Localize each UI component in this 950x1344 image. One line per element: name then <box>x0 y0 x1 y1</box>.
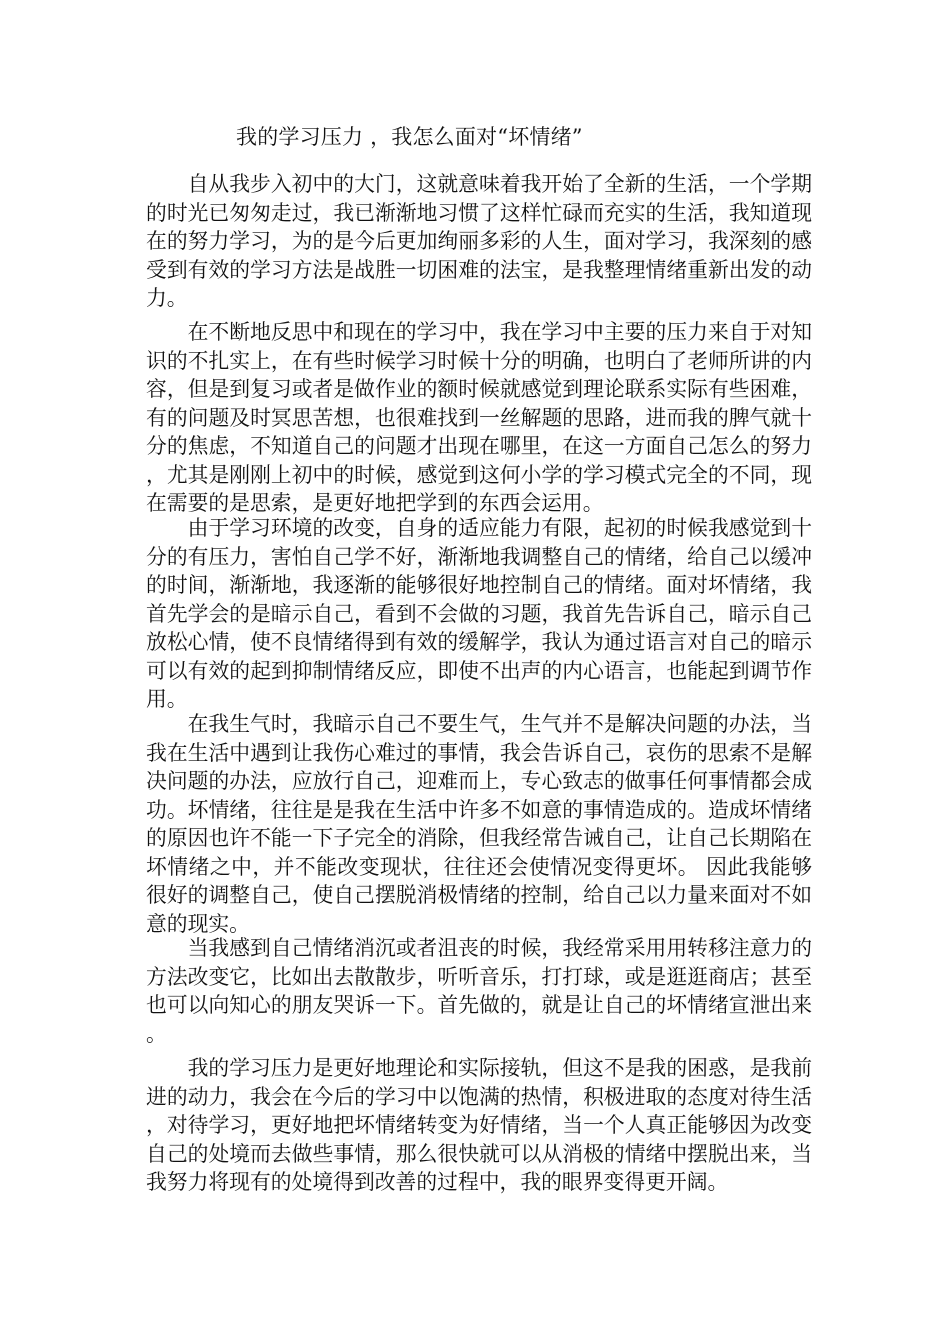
paragraph-2: 在不断地反思中和现在的学习中，我在学习中主要的压力来自于对知识的不扎实上，在有些时候学习时候十分的明确，也明白了老师所讲的内容，但是到复习或者是做作业的额时候就感觉到理论联系实际有些困难，有的问题及时冥思苦想，也很难找到一丝解题的思路，进而我的脾气就十分的焦虑，不知道自己的问题才出现在哪里，在这一方面自己怎么的努力，尤其是刚刚上初中的时候，感觉到这何小学的学习模式完全的不同，现在需要的是思索，是更好地把学到的东西会运用。 <box>146 320 812 515</box>
paragraph-3: 由于学习环境的改变，自身的适应能力有限，起初的时候我感觉到十分的有压力，害怕自己学不好，渐渐地我调整自己的情绪，给自己以缓冲的时间，渐渐地，我逐渐的能够很好地控制自己的情绪。面对坏情绪，我首先学会的是暗示自己，看到不会做的习题，我首先告诉自己，暗示自己放松心情，使不良情绪得到有效的缓解学，我认为通过语言对自己的暗示可以有效的起到抑制情绪反应，即使不出声的内心语言，也能起到调节作用。 <box>146 516 812 711</box>
paragraph-4: 在我生气时，我暗示自己不要生气，生气并不是解决问题的办法，当我在生活中遇到让我伤心难过的事情，我会告诉自己，哀伤的思索不是解决问题的办法，应放行自己，迎难而上，专心致志的做事任何事情都会成功。坏情绪，往往是是我在生活中许多不如意的事情造成的。造成坏情绪的原因也许不能一下子完全的消除，但我经常告诫自己，让自己长期陷在坏情绪之中，并不能改变现状，往往还会使情况变得更坏。 因此我能够很好的调整自己，使自己摆脱消极情绪的控制，给自己以力量来面对不如意的现实。 <box>146 712 812 936</box>
paragraph-5: 当我感到自己情绪消沉或者沮丧的时候，我经常采用用转移注意力的方法改变它，比如出去散散步，听听音乐，打打球，或是逛逛商店；甚至也可以向知心的朋友哭诉一下。首先做的，就是让自己的坏情绪宣泄出来。 <box>146 936 812 1046</box>
paragraph-1: 自从我步入初中的大门，这就意味着我开始了全新的生活，一个学期的时光已匆匆走过，我已渐渐地习惯了这样忙碌而充实的生活，我知道现在的努力学习，为的是今后更加绚丽多彩的人生，面对学习，我深刻的感受到有效的学习方法是战胜一切困难的法宝，是我整理情绪重新出发的动力。 <box>146 172 812 310</box>
paragraph-6: 我的学习压力是更好地理论和实际接轨，但这不是我的困惑，是我前进的动力，我会在今后的学习中以饱满的热情，积极进取的态度对待生活，对待学习，更好地把坏情绪转变为好情绪，当一个人真正能够因为改变自己的处境而去做些事情，那么很快就可以从消极的情绪中摆脱出来，当我努力将现有的处境得到改善的过程中，我的眼界变得更开阔。 <box>146 1056 812 1194</box>
document-title: 我的学习压力 ，我怎么面对“坏情绪” <box>236 125 583 149</box>
